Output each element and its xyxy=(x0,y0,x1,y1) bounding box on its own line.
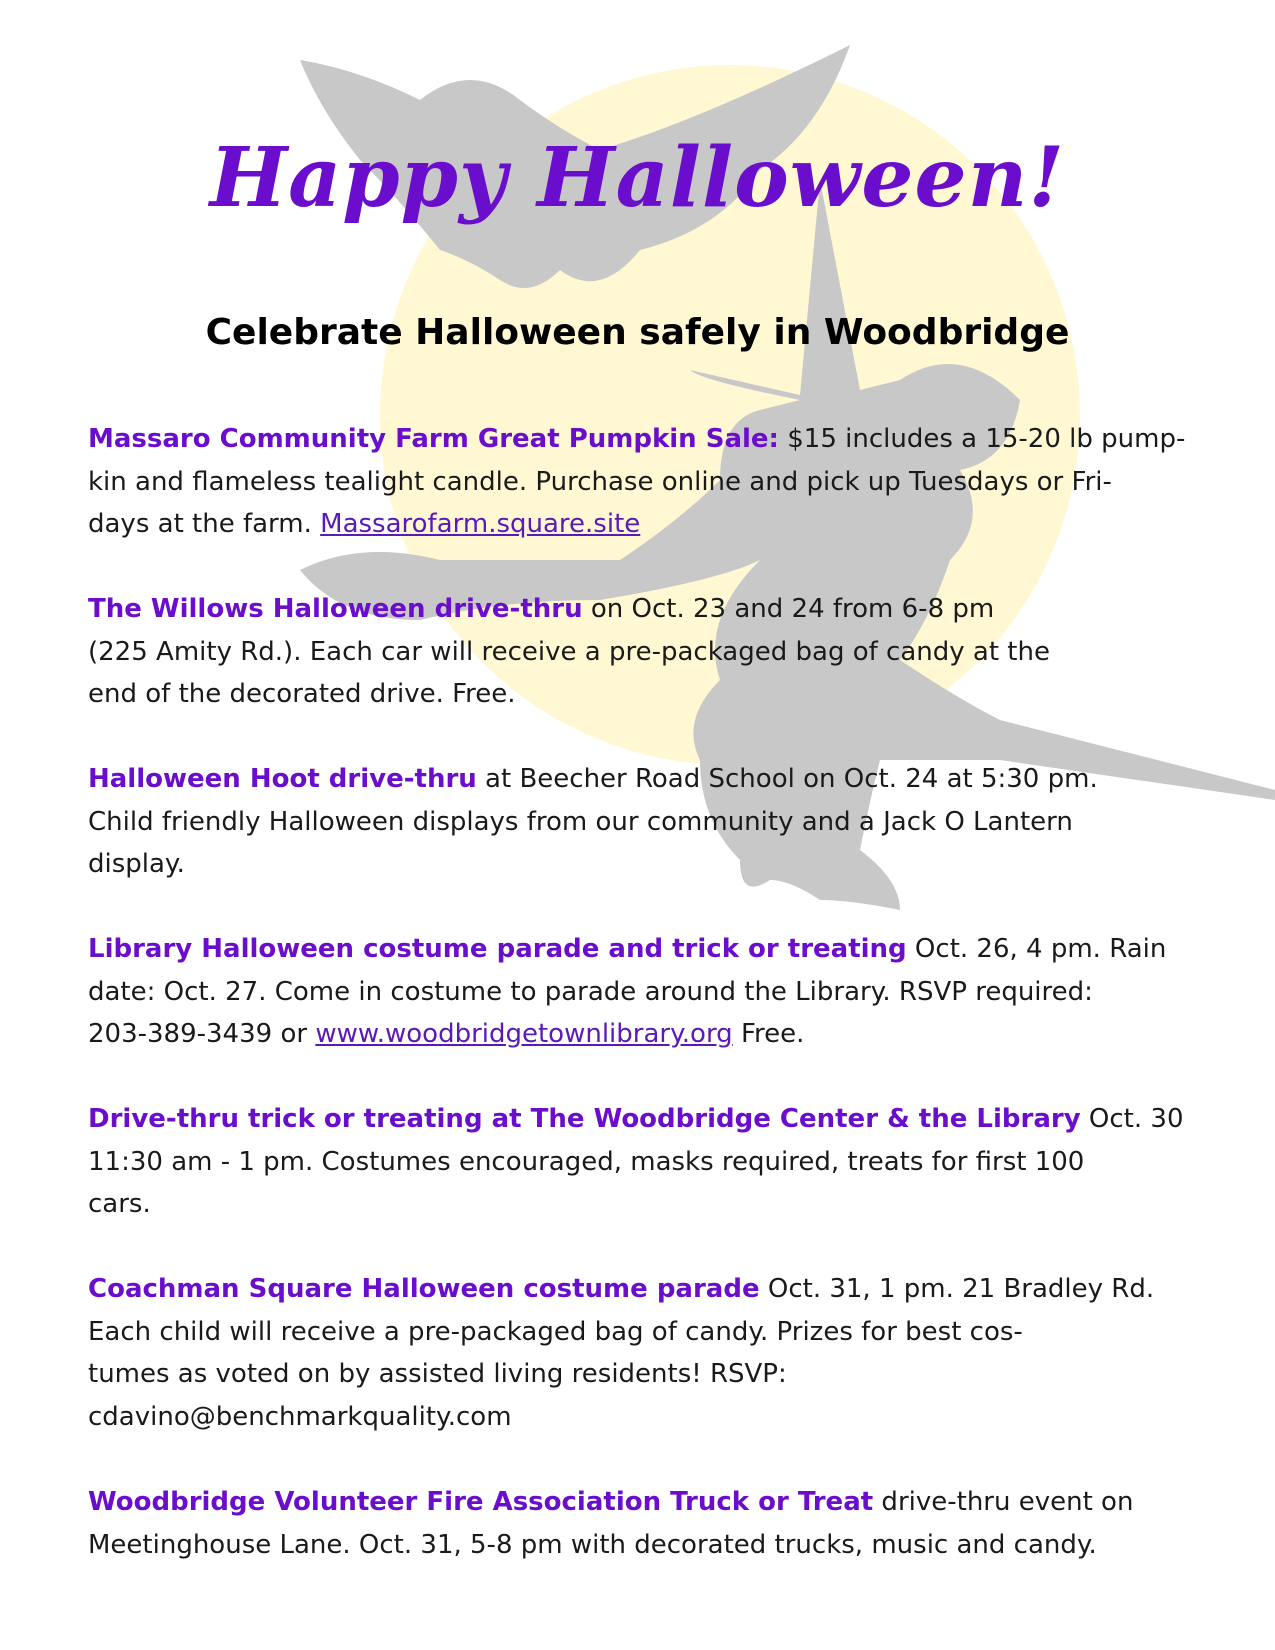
event-coachman-square-parade xyxy=(88,1268,1208,1438)
event-title: Drive-thru trick or treating at The Woodbridge Center & the Library xyxy=(88,1104,1081,1134)
event-text: Meetinghouse Lane. Oct. 31, 5-8 pm with decorated trucks, music and candy. xyxy=(88,1529,1097,1560)
event-text: Oct. 26, 4 pm. Rain xyxy=(906,934,1167,964)
event-text: Oct. 31, 1 pm. 21 Bradley Rd. xyxy=(759,1274,1155,1304)
event-halloween-hoot xyxy=(88,758,1208,886)
event-text: Free. xyxy=(732,1019,805,1050)
event-text: 11:30 am - 1 pm. Costumes encouraged, masks required, treats for first 100 xyxy=(88,1146,1085,1177)
event-text: cars. xyxy=(88,1189,151,1220)
event-text: (225 Amity Rd.). Each car will receive a pre-packaged bag of candy at the xyxy=(88,636,1050,667)
event-massaro-pumpkin-sale xyxy=(88,418,1208,546)
event-text: Child friendly Halloween displays from our community and a Jack O Lantern xyxy=(88,806,1073,837)
event-text: Each child will receive a pre-packaged bag of candy. Prizes for best cos- xyxy=(88,1316,1023,1347)
event-text: days at the farm. xyxy=(88,509,321,540)
event-text: at Beecher Road School on Oct. 24 at 5:30 pm. xyxy=(476,764,1098,794)
event-text: drive-thru event on xyxy=(873,1487,1134,1517)
event-text: display. xyxy=(88,849,185,880)
event-text: $15 includes a 15-20 lb pump- xyxy=(778,424,1186,454)
event-title: Massaro Community Farm Great Pumpkin Sale: xyxy=(88,424,779,454)
event-title: Halloween Hoot drive-thru xyxy=(88,764,477,794)
rsvp-email: cdavino@benchmarkquality.com xyxy=(88,1401,512,1432)
event-title: Woodbridge Volunteer Fire Association Truck or Treat xyxy=(88,1487,874,1517)
event-text: Oct. 30 xyxy=(1080,1104,1184,1134)
event-title: Library Halloween costume parade and trick or treating xyxy=(88,934,907,964)
event-text: date: Oct. 27. Come in costume to parade around the Library. RSVP required: xyxy=(88,976,1093,1007)
event-text: on Oct. 23 and 24 from 6-8 pm xyxy=(582,594,995,624)
library-website-link[interactable]: www.woodbridgetownlibrary.org xyxy=(315,1019,733,1050)
event-text: kin and flameless tealight candle. Purchase online and pick up Tuesdays or Fri- xyxy=(88,466,1112,497)
event-library-costume-parade xyxy=(88,928,1208,1056)
event-fire-association-truck-or-treat xyxy=(88,1481,1208,1566)
event-title: The Willows Halloween drive-thru xyxy=(88,594,583,624)
event-title: Coachman Square Halloween costume parade xyxy=(88,1274,760,1304)
event-text: 203-389-3439 or xyxy=(88,1019,316,1050)
page-subtitle: Celebrate Halloween safely in Woodbridge xyxy=(205,312,1070,353)
massaro-farm-link[interactable]: Massarofarm.square.site xyxy=(320,509,641,540)
event-willows-drive-thru xyxy=(88,588,1208,716)
event-woodbridge-center-drive-thru xyxy=(88,1098,1208,1226)
event-text: end of the decorated drive. Free. xyxy=(88,679,516,710)
page-title: Happy Halloween! xyxy=(209,130,1066,226)
event-text: tumes as voted on by assisted living residents! RSVP: xyxy=(88,1359,787,1390)
